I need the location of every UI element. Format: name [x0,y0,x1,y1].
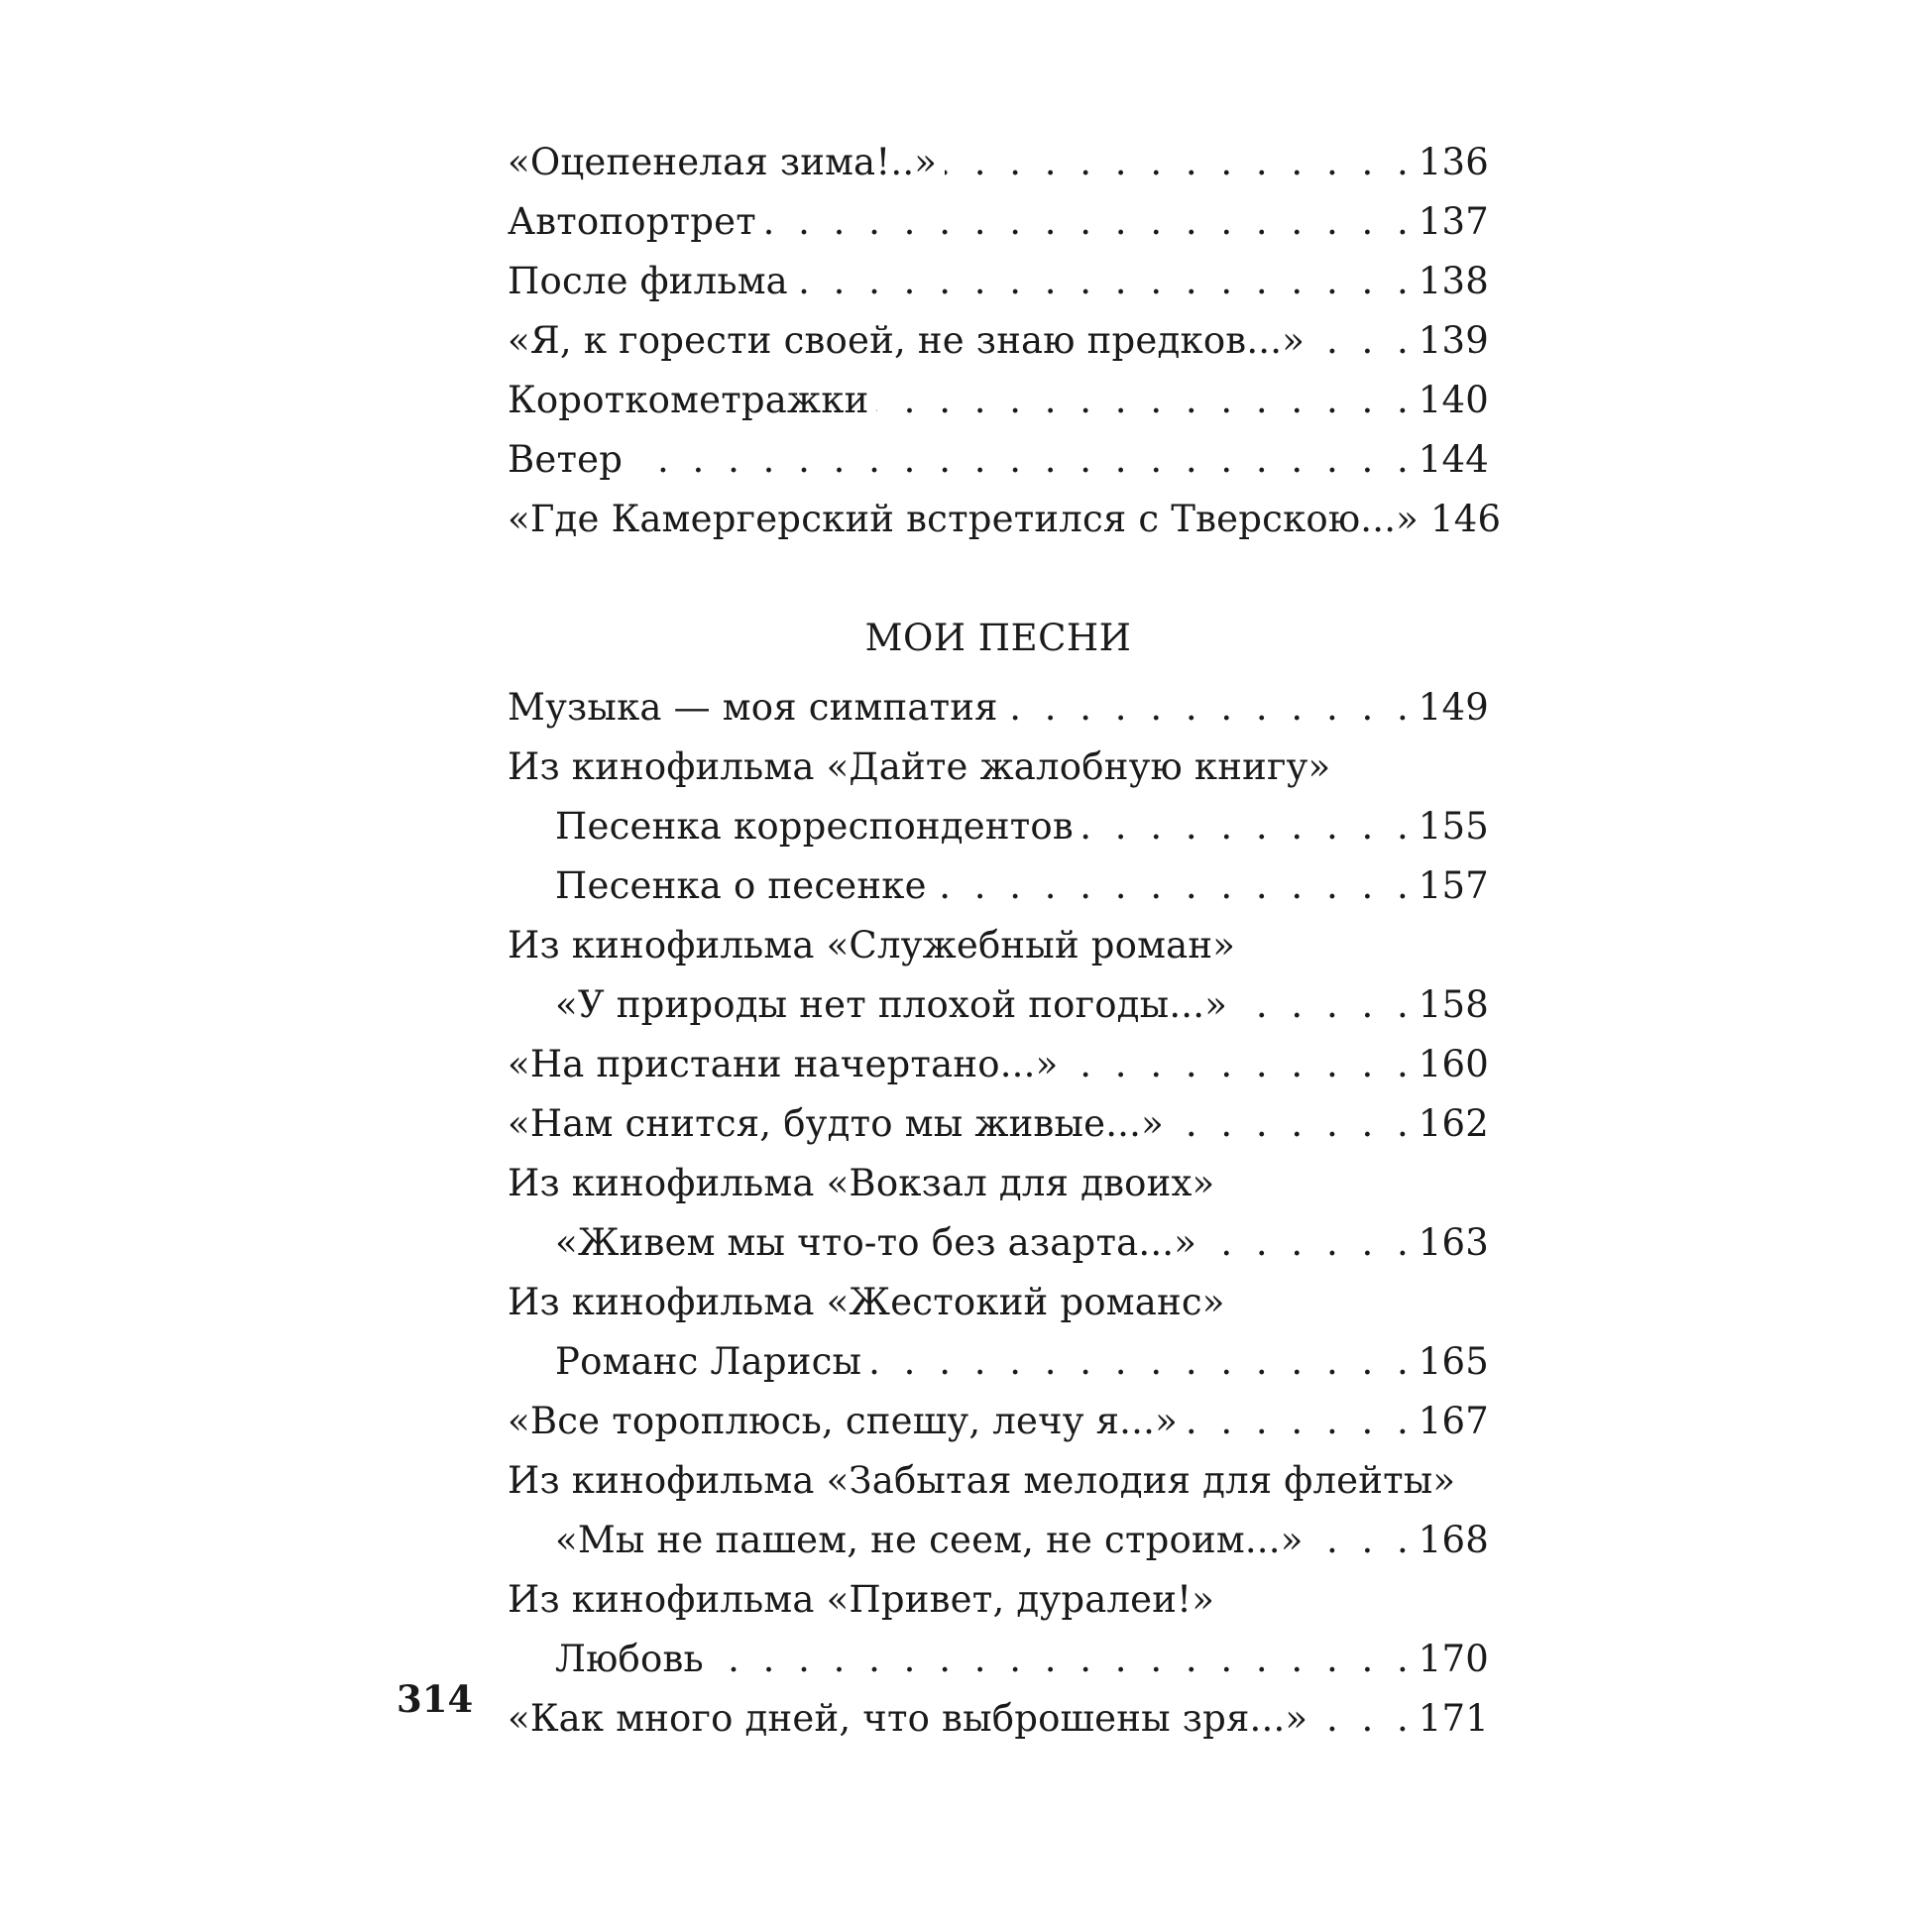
entry-title: Короткометражки [508,379,869,421]
entry-page-number: 163 [1418,1221,1489,1264]
entry-page-number: 162 [1418,1102,1489,1145]
toc-entry [508,1570,1489,1630]
toc-entry [508,192,1489,252]
entry-title: Из кинофильма «Забытая мелодия для флейты» [508,1459,1456,1502]
entry-title: «Как много дней, что выброшены зря...» [508,1697,1308,1740]
toc-entry [508,490,1502,549]
entry-title: «Все тороплюсь, спешу, лечу я...» [508,1400,1178,1442]
entry-title: «Где Камергерский встретился с Тверскою...» [508,498,1420,540]
dot-leader [1235,975,1415,1035]
entry-title: Песенка о песенке [555,864,927,907]
toc-entry [508,738,1489,797]
entry-title: Романс Ларисы [555,1340,862,1383]
dot-leader [1081,797,1415,856]
toc-entry [508,1332,1489,1392]
dot-leader [1204,1213,1415,1273]
toc-entry [508,1689,1489,1749]
dot-leader [876,371,1414,430]
toc-entry [508,1273,1489,1332]
toc-entry [508,1511,1489,1570]
entry-page-number: 160 [1418,1043,1489,1085]
entry-title: «Мы не пашем, не сеем, не строим...» [555,1519,1304,1561]
dot-leader [1172,1094,1415,1154]
dot-leader [630,430,1415,490]
entry-page-number: 138 [1418,260,1489,302]
entry-page-number: 170 [1418,1638,1489,1680]
entry-title: Любовь [555,1638,704,1680]
dot-leader [1006,678,1415,738]
entry-title: Песенка корреспондентов [555,805,1074,848]
toc-entry [508,856,1489,916]
entry-title: «Я, к горести своей, не знаю предков...» [508,319,1306,362]
entry-title: Из кинофильма «Дайте жалобную книгу» [508,745,1331,788]
toc-entry [508,916,1489,975]
entry-page-number: 149 [1418,686,1489,729]
toc-entry [508,1213,1489,1273]
toc-entry [508,133,1489,192]
toc-entry [508,371,1489,430]
entry-title: «Нам снится, будто мы живые...» [508,1102,1164,1145]
dot-leader [935,856,1415,916]
entry-title: Ветер [508,438,624,481]
entry-title: Из кинофильма «Привет, дуралеи!» [508,1578,1215,1621]
toc-entry [508,311,1489,371]
entry-page-number: 146 [1430,498,1502,540]
entry-page-number: 165 [1418,1340,1489,1383]
entry-page-number: 144 [1418,438,1489,481]
section-heading: МОИ ПЕСНИ [864,617,1132,659]
dot-leader [1311,1511,1415,1570]
entry-page-number: 136 [1418,141,1489,183]
dot-leader [1186,1392,1415,1451]
toc-entry [508,1035,1489,1094]
entry-title: Музыка — моя симпатия [508,686,998,729]
toc-entry [508,678,1489,738]
table-of-contents [508,133,1502,1749]
entry-page-number: 167 [1418,1400,1489,1442]
entry-page-number: 171 [1418,1697,1489,1740]
dot-leader [796,252,1415,311]
toc-group-poems [508,133,1502,549]
entry-page-number: 158 [1418,983,1489,1026]
toc-group-songs [508,678,1489,1749]
toc-entry [508,1154,1489,1213]
toc-entry [508,430,1489,490]
entry-title: Из кинофильма «Вокзал для двоих» [508,1162,1215,1204]
entry-title: «Живем мы что-то без азарта...» [555,1221,1197,1264]
dot-leader [764,192,1415,252]
entry-page-number: 155 [1418,805,1489,848]
entry-title: «Оцепенелая зима!..» [508,141,938,183]
dot-leader [1312,311,1415,371]
toc-entry [508,797,1489,856]
entry-page-number: 137 [1418,200,1489,243]
entry-title: Из кинофильма «Служебный роман» [508,924,1236,966]
dot-leader [1066,1035,1414,1094]
entry-title: После фильма [508,260,788,302]
toc-entry [508,1451,1489,1511]
entry-title: Автопортрет [508,200,756,243]
entry-page-number: 157 [1418,864,1489,907]
entry-page-number: 140 [1418,379,1489,421]
toc-entry [508,1630,1489,1689]
dot-leader [945,133,1415,192]
toc-entry [508,252,1489,311]
dot-leader [869,1332,1415,1392]
entry-title: Из кинофильма «Жестокий романс» [508,1281,1225,1323]
toc-entry [508,1392,1489,1451]
toc-entry [508,1094,1489,1154]
entry-title: «На пристани начертано...» [508,1043,1059,1085]
dot-leader [712,1630,1415,1689]
page-number: 314 [397,1677,474,1721]
entry-page-number: 139 [1418,319,1489,362]
entry-page-number: 168 [1418,1519,1489,1561]
dot-leader [1315,1689,1415,1749]
entry-title: «У природы нет плохой погоды...» [555,983,1228,1026]
toc-entry [508,975,1489,1035]
